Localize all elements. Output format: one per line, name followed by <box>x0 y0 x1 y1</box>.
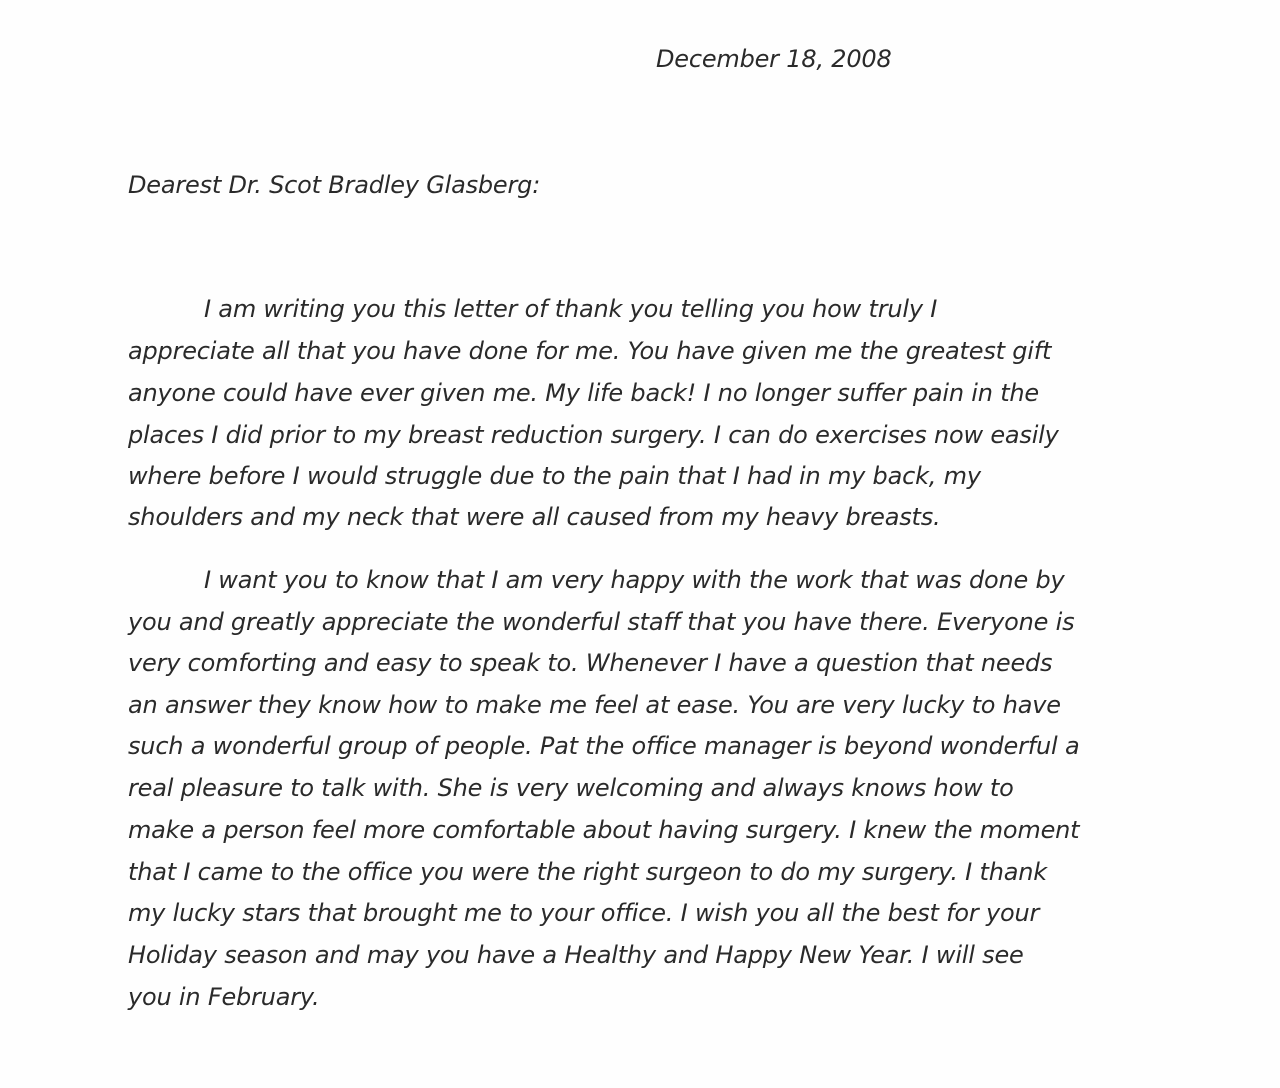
paragraph-1-line: I am writing you this letter of thank you telling you how truly I <box>204 295 938 323</box>
paragraph-2-line: real pleasure to talk with. She is very welcoming and always knows how to <box>128 774 1014 802</box>
paragraph-1-line: appreciate all that you have done for me. You have given me the greatest gift <box>128 337 1052 365</box>
paragraph-2-line: you in February. <box>128 983 320 1011</box>
paragraph-1-line: anyone could have ever given me. My life back! I no longer suffer pain in the <box>128 379 1040 407</box>
paragraph-2-line: my lucky stars that brought me to your office. I wish you all the best for your <box>128 899 1040 927</box>
paragraph-1-line: places I did prior to my breast reduction surgery. I can do exercises now easily <box>128 421 1059 449</box>
paragraph-2-line: that I came to the office you were the right surgeon to do my surgery. I thank <box>128 858 1047 886</box>
paragraph-2-line: such a wonderful group of people. Pat the office manager is beyond wonderful a <box>128 732 1080 760</box>
paragraph-2-line: I want you to know that I am very happy with the work that was done by <box>204 566 1065 594</box>
paragraph-2-line: you and greatly appreciate the wonderful staff that you have there. Everyone is <box>128 608 1075 636</box>
letter-date: December 18, 2008 <box>656 45 892 73</box>
paragraph-2-line: an answer they know how to make me feel at ease. You are very lucky to have <box>128 691 1061 719</box>
paragraph-2-line: Holiday season and may you have a Healthy and Happy New Year. I will see <box>128 941 1024 969</box>
paragraph-2-line: make a person feel more comfortable about having surgery. I knew the moment <box>128 816 1080 844</box>
paragraph-2-line: very comforting and easy to speak to. Whenever I have a question that needs <box>128 649 1053 677</box>
letter-salutation: Dearest Dr. Scot Bradley Glasberg: <box>128 171 541 199</box>
paragraph-1-line: shoulders and my neck that were all caused from my heavy breasts. <box>128 503 941 531</box>
paragraph-1-line: where before I would struggle due to the pain that I had in my back, my <box>128 462 981 490</box>
